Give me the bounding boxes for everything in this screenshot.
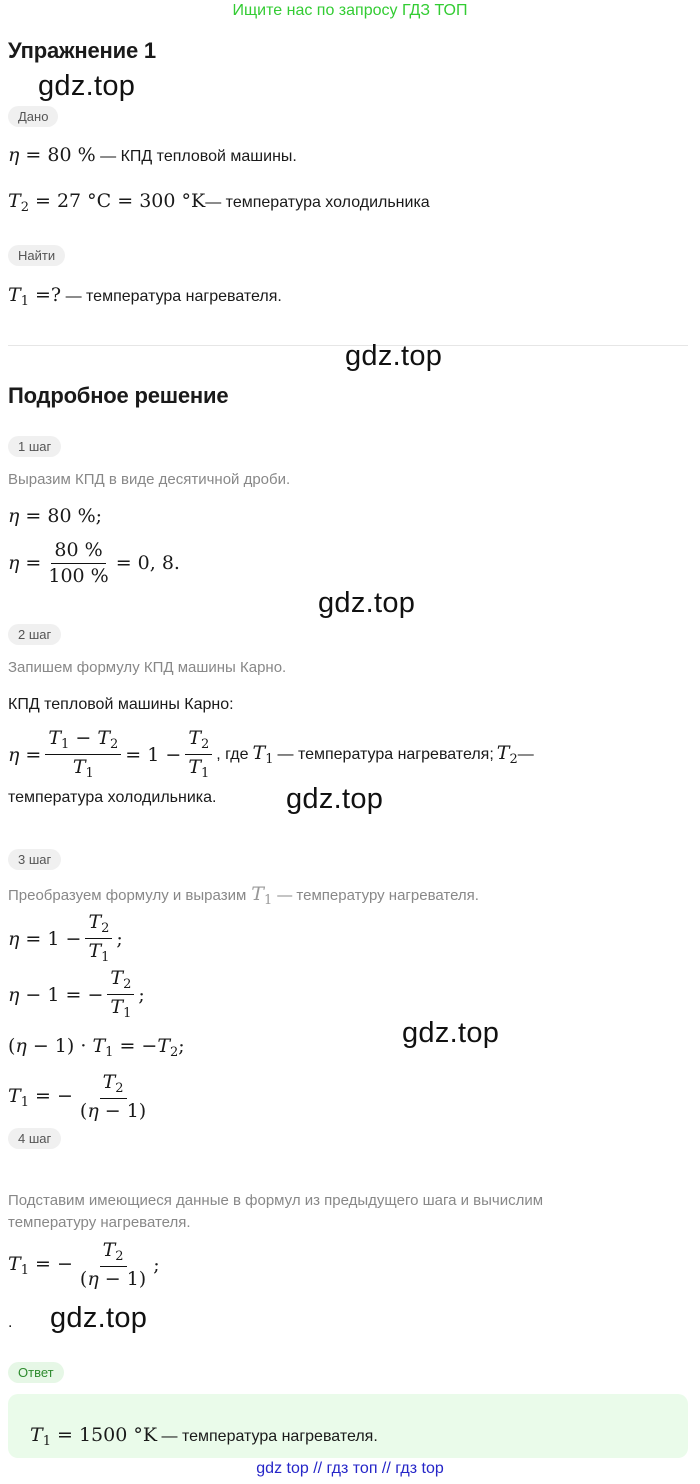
- step-3-eq-1: η = 1 − $\frac{T_2}{T_1}$ ;: [8, 911, 123, 966]
- step-3-desc: Преобразуем формулу и выразим $T_1$ — температуру нагревателя.: [8, 883, 479, 908]
- given-line-1: η = 80 % — КПД тепловой машины.: [8, 144, 297, 166]
- exercise-title: Упражнение 1: [8, 38, 156, 63]
- watermark: gdz.top: [50, 1302, 148, 1334]
- step-1-eq-1: η = 80 %;: [8, 505, 103, 527]
- step-4-label: 4 шаг: [8, 1128, 61, 1149]
- step-2-label: 2 шаг: [8, 624, 61, 645]
- find-line: $T_1$ =? — температура нагревателя.: [8, 284, 282, 309]
- given-line-2: $T_2 = 27$ °C = 300 °K— температура холодильника: [8, 190, 430, 215]
- watermark: gdz.top: [402, 1017, 500, 1049]
- step-3-eq-2: η − 1 = − $\frac{T_2}{T_1}$ ;: [8, 967, 145, 1022]
- given-label: Дано: [8, 106, 58, 127]
- watermark: gdz.top: [38, 70, 136, 102]
- step-2-desc: Запишем формулу КПД машины Карно.: [8, 659, 287, 676]
- step-1-eq-2: η = $\frac{80 \%}{100 \%}$ = 0, 8.: [8, 539, 180, 587]
- step-3-eq-4: $T_1$ = − $\frac{T_2}{(\eta - 1)}$: [8, 1071, 147, 1123]
- carnot-formula: η = $\frac{T_1 - T_2}{T_1}$ = 1 − $\frac{T_2}{T_1}$ , где $T_1$ — температура нагревателя; $T_2$ —: [8, 727, 534, 782]
- footer-links[interactable]: gdz top // гдз топ // гдз top: [256, 1460, 444, 1477]
- find-label: Найти: [8, 245, 65, 266]
- watermark: gdz.top: [345, 340, 443, 372]
- search-banner: Ищите нас по запросу ГДЗ ТОП: [232, 2, 468, 19]
- solution-title: Подробное решение: [8, 383, 229, 408]
- step-4-dot: .: [8, 1314, 13, 1331]
- step-4-desc: Подставим имеющиеся данные в формул из предыдущего шага и вычислим температуру нагревателя.: [8, 1192, 544, 1231]
- step-2-line: КПД тепловой машины Карно:: [8, 696, 234, 713]
- step-3-label: 3 шаг: [8, 849, 61, 870]
- answer-label: Ответ: [8, 1362, 64, 1383]
- step-1-desc: Выразим КПД в виде десятичной дроби.: [8, 471, 291, 488]
- watermark: gdz.top: [286, 783, 384, 815]
- step-2-cont: температура холодильника.: [8, 789, 217, 806]
- watermark: gdz.top: [318, 587, 416, 619]
- step-4-eq: $T_1$ = − $\frac{T_2}{(\eta - 1)}$ ;: [8, 1239, 160, 1291]
- step-1-label: 1 шаг: [8, 436, 61, 457]
- step-3-eq-3: $(\eta - 1) \cdot T_1 = -T_2$;: [8, 1035, 185, 1060]
- answer-line: $T_1 = 1500$ °K — температура нагревателя.: [30, 1424, 378, 1449]
